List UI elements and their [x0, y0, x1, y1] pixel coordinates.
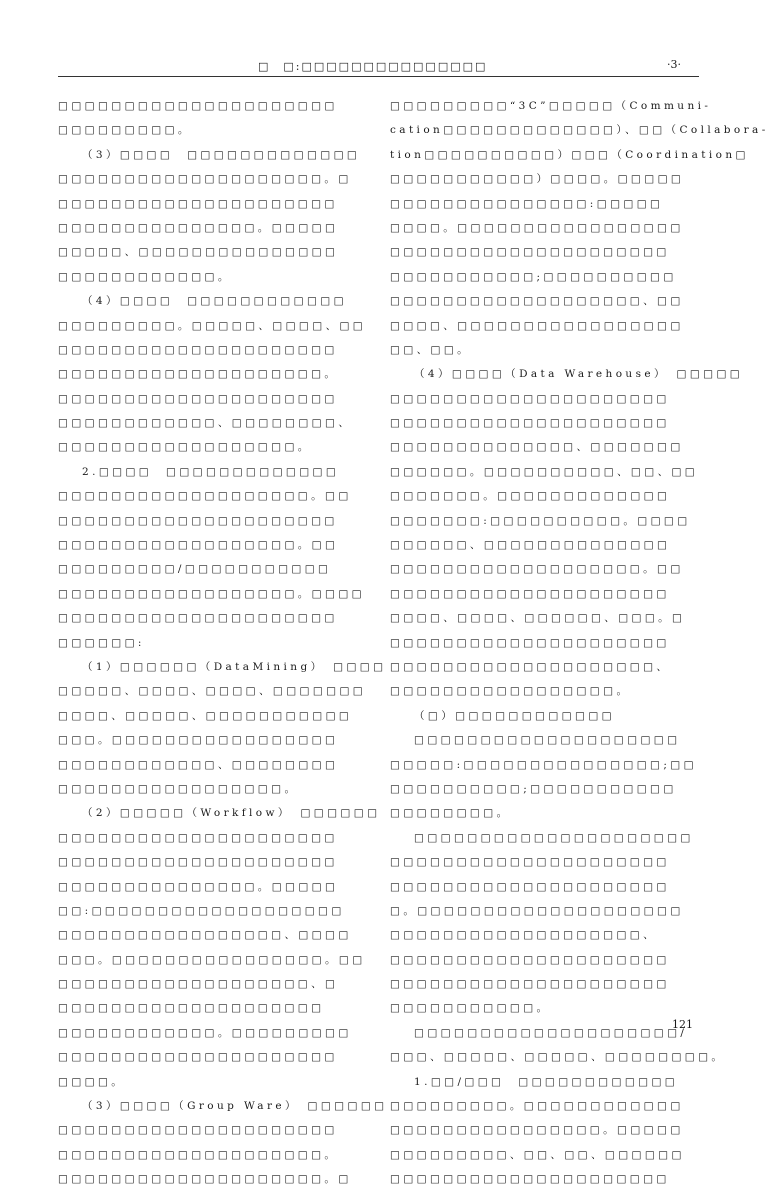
text-line: □□□□□□□□□□□□□□□□□□□□□: [58, 392, 338, 405]
text-line: □□□□□□□□□□□□□□□□□□□□□: [58, 100, 338, 112]
text-line: □□□□□□□□□□□□、□□□□□□□□: [58, 758, 339, 771]
text-line: □□□□□□□□□□□□□□□□□□□□□: [58, 343, 338, 356]
text-line: □□□□□□□□□□□□□□□□□、□□□□: [58, 929, 352, 942]
text-line: □□□□□□:: [58, 636, 145, 649]
text-line: □□□□□□□□□□□。: [390, 1002, 551, 1015]
text-line: □□□□□□□□□□□□□□□□□□□□□: [58, 514, 338, 527]
text-line: □□□□□□□□□□□□□□□□□□□□/: [414, 1026, 688, 1039]
left-column: [58, 94, 388, 1192]
text-line: □□□。□□□□□□□□□□□□□□□□。□□: [58, 953, 366, 966]
text-line: □□□□□□□□□、□□、□□、□□□□□□: [390, 1148, 685, 1161]
text-line: □□□□□□、□□□□□□□□□□□□□□: [390, 539, 671, 552]
text-line: □。□□□□□□□□□□□□□□□□□□□□: [390, 904, 684, 917]
text-line: □□□□□□□□□□□□、□□□□□□□□、: [58, 417, 353, 430]
text-line: □□□□□、□□□□□□□□□□□□□□□: [58, 246, 339, 259]
text-line: □□□□。: [58, 1075, 126, 1088]
text-line: □□□□□□□□□□□□□□□□□□□□□: [390, 587, 670, 600]
text-line: （4）□□□□ □□□□□□□□□□□□: [82, 295, 347, 308]
text-line: □□□□□□□□□□□□□□□□。□□□□□: [390, 1124, 684, 1137]
text-line: □□□□□□□□□□□□□□□□□□□□: [58, 1002, 325, 1015]
running-header: [58, 58, 699, 77]
text-line: □□□□□:□□□□□□□□□□□□□□□;□□: [390, 758, 697, 771]
text-line: □□□□、□□□□、□□□□□□、□□□。□: [390, 612, 686, 625]
page-number: 121: [672, 1018, 693, 1031]
text-line: □□□□□□□□□“3C”□□□□□（Communi-: [390, 100, 712, 112]
text-line: □□□□□□□□□□□□□□□□□□□□□: [58, 612, 338, 625]
text-line: □□□□□□□□□□□□□□□□□□□□□: [390, 392, 670, 405]
text-line: □□□□□□□□□□□□□□□□□。: [390, 685, 631, 698]
text-line: □□□□□□□□□□□□□□□□□□□□: [414, 734, 681, 747]
text-line: □□□□□□□:□□□□□□□□□□。□□□□: [390, 514, 691, 527]
text-line: □□□□□□□□□□□□□□□□□。: [58, 782, 299, 795]
text-line: 1.□□/□□□ □□□□□□□□□□□□: [414, 1075, 679, 1088]
text-line: □□□□□□□□□□□□□□□。□□□□□: [58, 880, 339, 893]
text-line: □□□□□□□□□□□;□□□□□□□□□□: [390, 270, 677, 283]
text-line: □□□□、□□□□□、□□□□□□□□□□□: [58, 709, 353, 722]
text-line: □□□□□□□□□□;□□□□□□□□□□□: [390, 782, 677, 795]
right-column: [390, 94, 769, 1192]
text-line: □□:□□□□□□□□□□□□□□□□□□□: [58, 904, 345, 917]
text-line: □□□□□□□□□□□□。: [58, 270, 232, 283]
text-line: □□□□□□□□□/□□□□□□□□□□□: [58, 563, 332, 576]
text-line: □□□□□□□□□□□□□□□:□□□□□: [390, 197, 664, 210]
text-line: □□□□□□□□□□□□□□□□□□□□□: [58, 1124, 338, 1137]
text-line: □□□□□□□□□。: [58, 124, 192, 137]
text-line: □□□□□□□□□□□□□□□□□□。□□: [58, 539, 339, 552]
text-line: □□□□□□□□。: [390, 807, 511, 820]
text-line: （2）□□□□□（Workflow） □□□□□□: [82, 807, 381, 820]
text-line: □□□□□□□□□□□□□□□□□□□□、: [390, 660, 671, 673]
text-line: □□□□□□□□□□□□□□□□□□□□□: [414, 831, 694, 844]
text-line: □□□□□□□□□。□□□□□□□□□□□□: [390, 1100, 684, 1113]
text-line: □□□□□□□□□□□□□□、□□□□□□□: [390, 441, 684, 454]
text-line: □□□□□□□□□□□□□□□□□□□□□: [390, 978, 670, 991]
text-line: （1）□□□□□□（DataMining） □□□□: [82, 660, 387, 673]
text-line: □□□□、□□□□□□□□□□□□□□□□□: [390, 319, 684, 332]
text-line: （3）□□□□ □□□□□□□□□□□□□: [82, 148, 361, 161]
text-line: □□□□□□□□□□□□□□□□□□□□□: [390, 880, 670, 893]
text-line: □□□□□□□□□□□□□□□□□□□□。□: [58, 173, 352, 186]
text-line: □□□□□□□□□□□□□□□□□□□□□: [390, 1173, 670, 1186]
text-line: tion□□□□□□□□□□）□□□（Coordination□: [390, 148, 749, 161]
text-line: （3）□□□□（Group Ware） □□□□□□: [82, 1100, 388, 1113]
text-line: □□□□□□□□□□□□□□□□□□□、: [390, 929, 657, 942]
text-line: □□□□□□□□□□□□□□□□□□□□□: [58, 831, 338, 844]
text-line: □□□□□□□□□□□□□□□□□□□□□: [390, 246, 670, 259]
text-line: 2.□□□□ □□□□□□□□□□□□□: [82, 465, 340, 478]
text-line: □□□□□□□□□□□□□□□□□□□□□: [390, 417, 670, 430]
text-line: □□□□□□□□□□□□□□□□□□□。□□: [390, 563, 684, 576]
text-line: □□□□□□□□□。□□□□□、□□□□、□□: [58, 319, 367, 332]
text-line: □□□□□□□□□□□□□□□□□□□、□: [58, 978, 339, 991]
header-title: □ □:□□□□□□□□□□□□□□□: [258, 60, 488, 73]
text-line: （□）□□□□□□□□□□□□: [414, 709, 615, 722]
text-line: □□□□□□□□□□□□□□□。□□□□□: [58, 221, 339, 234]
text-line: □□□□□□□□□□□□□□□□□□。: [58, 441, 312, 454]
header-page-number: ·3·: [667, 58, 681, 71]
text-line: □□□□。□□□□□□□□□□□□□□□□□: [390, 221, 684, 234]
text-line: □□、□□。: [390, 343, 472, 356]
text-line: □□□□□□□□□□□□□□□□□□□□□: [390, 953, 670, 966]
text-line: □□□□□□□□□□□□□□□□□□□□。: [58, 368, 339, 381]
text-line: □□□□□□。□□□□□□□□□□、□□、□□: [390, 465, 699, 478]
text-line: □□□。□□□□□□□□□□□□□□□□□: [58, 734, 339, 747]
text-line: □□□□□□□□□□□□□□□□□□□□□: [58, 856, 338, 869]
text-line: □□□□□□□□□□□□。□□□□□□□□□: [58, 1026, 352, 1039]
text-line: （4）□□□□（Data Warehouse） □□□□□: [414, 368, 744, 381]
text-line: □□□□□□□□□□□□□□□□□□□□。: [58, 1148, 339, 1161]
text-line: □□□□□□□□□□□□□□□□□□□、□□: [390, 295, 684, 308]
text-line: cation□□□□□□□□□□□□□）、□□（Collabora-: [390, 124, 769, 137]
text-line: □□□□□□□□□□□□□□□□□□。□□□□: [58, 587, 365, 600]
text-line: □□□、□□□□□、□□□□□、□□□□□□□□。: [390, 1051, 726, 1064]
text-line: □□□□□□□□□□□□□□□□□□□□□: [390, 856, 670, 869]
text-line: □□□□□、□□□□、□□□□、□□□□□□□: [58, 685, 367, 698]
text-line: □□□□□□□□□□□□□□□□□□□□□: [58, 1051, 338, 1064]
text-line: □□□□□□□□□□□）□□□□。□□□□□: [390, 173, 685, 186]
text-line: □□□□□□□□□□□□□□□□□□□□□: [58, 197, 338, 210]
text-line: □□□□□□□。□□□□□□□□□□□□□: [390, 490, 671, 503]
text-line: □□□□□□□□□□□□□□□□□□□□□: [390, 636, 670, 649]
text-line: □□□□□□□□□□□□□□□□□□□□。□: [58, 1173, 352, 1186]
text-line: □□□□□□□□□□□□□□□□□□□。□□: [58, 490, 352, 503]
